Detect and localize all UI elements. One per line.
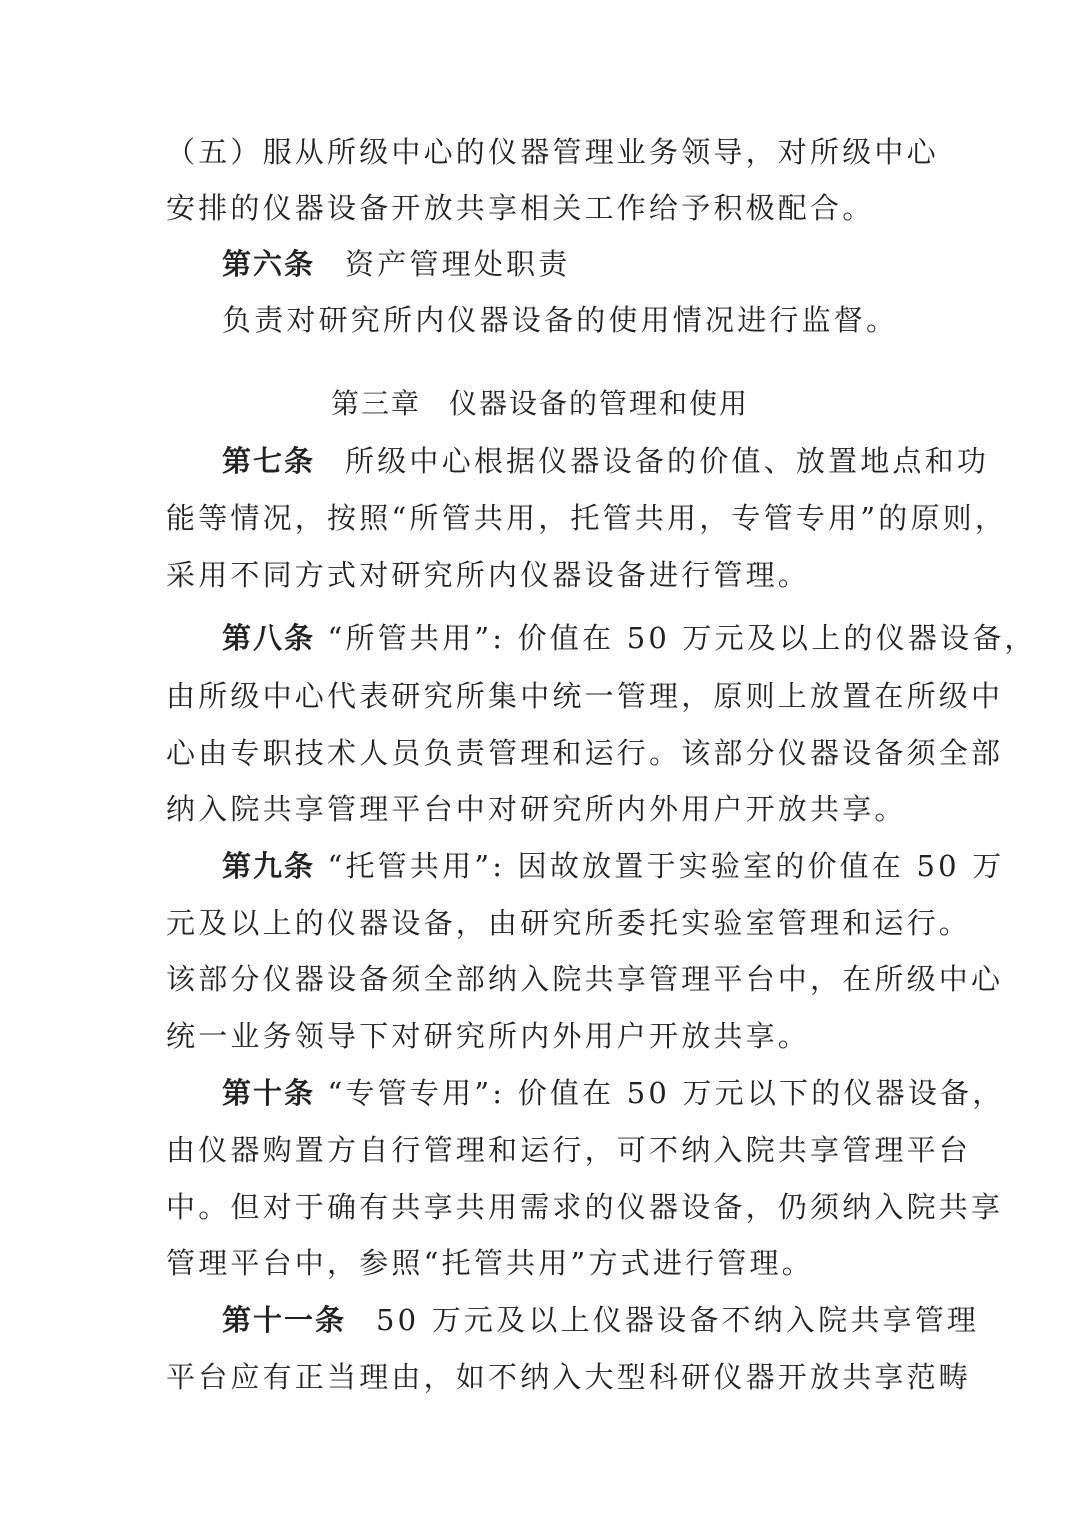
- article-9: [222, 846, 1005, 886]
- paragraph-line: 中。但对于确有共享共用需求的仪器设备，仍须纳入院共享: [166, 1190, 1004, 1224]
- paragraph-line: 负责对研究所内仪器设备的使用情况进行监督。: [222, 303, 899, 337]
- paragraph-line: 统一业务领导下对研究所内外用户开放共享。: [166, 1019, 811, 1053]
- paragraph-line: 纳入院共享管理平台中对研究所内外用户开放共享。: [166, 792, 907, 826]
- paragraph-line: 由所级中心代表研究所集中统一管理，原则上放置在所级中: [166, 679, 1004, 713]
- article-label: 第十一条: [222, 1303, 347, 1337]
- article-text: “所管共用”: 价值在 50 万元及以上的仪器设备，: [327, 621, 1037, 655]
- paragraph-line: 平台应有正当理由，如不纳入大型科研仪器开放共享范畴: [166, 1360, 972, 1394]
- article-text: 资产管理处职责: [345, 247, 571, 281]
- paragraph-line: 能等情况，按照“所管共用，托管共用，专管专用”的原则，: [166, 501, 1008, 535]
- article-8: [222, 618, 1037, 658]
- article-label: 第七条: [222, 444, 316, 478]
- paragraph-line: 采用不同方式对研究所内仪器设备进行管理。: [166, 558, 811, 592]
- paragraph-line: 由仪器购置方自行管理和运行，可不纳入院共享管理平台: [166, 1133, 972, 1167]
- paragraph-line: 心由专职技术人员负责管理和运行。该部分仪器设备须全部: [166, 736, 1004, 770]
- article-text: “专管专用”: 价值在 50 万元以下的仪器设备，: [327, 1076, 1005, 1110]
- article-text: “托管共用”: 因故放置于实验室的价值在 50 万: [327, 849, 1005, 883]
- article-text: 所级中心根据仪器设备的价值、放置地点和功: [345, 444, 990, 478]
- paragraph-line: （五）服从所级中心的仪器管理业务领导，对所级中心: [166, 135, 939, 169]
- article-6: [222, 244, 916, 284]
- article-10: [222, 1073, 1005, 1113]
- article-7: [222, 441, 990, 481]
- chapter-heading: [0, 384, 1080, 424]
- article-label: 第六条: [222, 247, 316, 281]
- article-label: 第八条: [222, 621, 316, 655]
- chapter-title: 仪器设备的管理和使用: [449, 387, 750, 420]
- chapter-number: 第三章: [330, 387, 421, 420]
- paragraph-line: 安排的仪器设备开放共享相关工作给予积极配合。: [166, 191, 875, 225]
- article-text: 50 万元及以上仪器设备不纳入院共享管理: [376, 1303, 980, 1337]
- article-11: [222, 1300, 980, 1340]
- article-label: 第十条: [222, 1076, 316, 1110]
- article-label: 第九条: [222, 849, 316, 883]
- paragraph-line: 该部分仪器设备须全部纳入院共享管理平台中，在所级中心: [166, 962, 1004, 996]
- paragraph-line: 元及以上的仪器设备，由研究所委托实验室管理和运行。: [166, 906, 972, 940]
- paragraph-line: 管理平台中，参照“托管共用”方式进行管理。: [166, 1246, 814, 1280]
